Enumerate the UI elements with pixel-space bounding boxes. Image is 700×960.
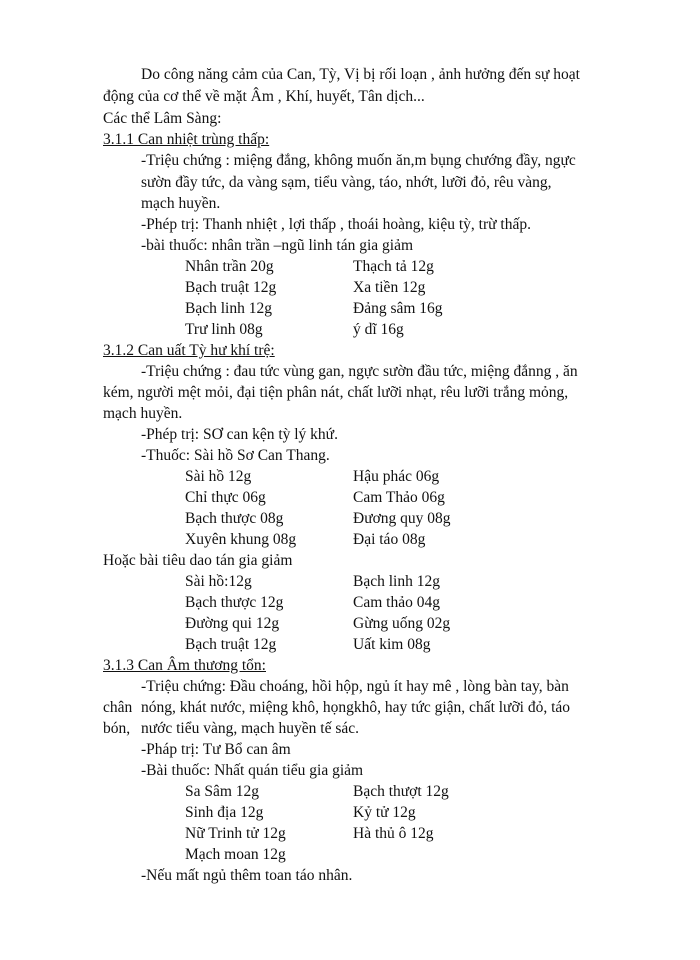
herb-item: Trư linh 08g [185, 321, 263, 338]
section-heading-3-1-1: 3.1.1 Can nhiệt trùng thấp: [103, 131, 270, 148]
symptoms-line: -Triệu chứng : đau tức vùng gan, ngực sườn đầu tức, miệng đắnng , ăn [141, 363, 578, 380]
herb-item: Bạch truật 12g [185, 636, 277, 653]
herb-item: Đương quy 08g [353, 510, 451, 527]
symptoms-line: -Triệu chứng : miệng đắng, không muốn ăn,m bụng chướng đầy, ngực [141, 152, 576, 169]
remedy-title: -Bài thuốc: Nhất quán tiểu gia giảm [141, 762, 364, 779]
herb-item: Mạch moan 12g [185, 846, 286, 863]
herb-item: Bạch truật 12g [185, 279, 277, 296]
herb-item: Uất kim 08g [353, 636, 431, 653]
treatment-method: -Phép trị: Thanh nhiệt , lợi thấp , thoái hoàng, kiệu tỳ, trừ thấp. [141, 216, 531, 233]
herb-item: Sinh địa 12g [185, 804, 264, 821]
alternative-remedy-title: Hoặc bài tiêu dao tán gia giảm [103, 552, 293, 569]
remedy-title: -bài thuốc: nhân trần –ngũ linh tán gia giảm [141, 237, 414, 254]
symptoms-line: mạch huyền. [141, 195, 221, 212]
symptoms-line: mạch huyền. [103, 405, 183, 422]
herb-item: Xuyên khung 08g [185, 531, 297, 548]
herb-item: Sài hồ:12g [185, 573, 252, 590]
herb-item: Xa tiền 12g [353, 279, 426, 296]
herb-item: Bạch linh 12g [185, 300, 272, 317]
symptoms-line-lead: chân [103, 699, 133, 716]
herb-item: Bạch linh 12g [353, 573, 440, 590]
symptoms-line: sườn đầy tức, da vàng sạm, tiểu vàng, táo, nhớt, lưỡi đỏ, rêu vàng, [141, 174, 552, 191]
herb-item: Đại táo 08g [353, 531, 426, 548]
intro-line-2: động của cơ thể về mặt Âm , Khí, huyết, Tân dịch... [103, 88, 425, 105]
herb-item: Bạch thược 12g [185, 594, 284, 611]
treatment-method: -Pháp trị: Tư Bổ can âm [141, 741, 291, 758]
symptoms-line: nước tiểu vàng, mạch huyền tế sác. [141, 720, 360, 737]
note-line: -Nếu mất ngủ thêm toan táo nhân. [141, 867, 353, 884]
herb-item: ý dĩ 16g [353, 321, 404, 338]
section-heading-3-1-3: 3.1.3 Can Âm thương tổn: [103, 657, 266, 674]
herb-item: Nữ Trinh tử 12g [185, 825, 286, 842]
intro-line-1: Do công năng cảm của Can, Tỳ, Vị bị rối loạn , ảnh hưởng đến sự hoạt [141, 66, 580, 83]
section-heading-3-1-2: 3.1.2 Can uất Tỳ hư khí trệ: [103, 342, 275, 359]
herb-item: Đường qui 12g [185, 615, 280, 632]
herb-item: Bạch thược 08g [185, 510, 284, 527]
herb-item: Thạch tả 12g [353, 258, 434, 275]
herb-item: Chỉ thực 06g [185, 489, 266, 506]
herb-item: Hà thủ ô 12g [353, 825, 434, 842]
symptoms-line: kém, người mệt mỏi, đại tiện phân nát, chất lưỡi nhạt, rêu lưỡi trắng mỏng, [103, 384, 569, 401]
herb-item: Hậu phác 06g [353, 468, 440, 485]
herb-item: Gừng uống 02g [353, 615, 451, 632]
herb-item: Sa Sâm 12g [185, 783, 260, 800]
symptoms-line: -Triệu chứng: Đầu choáng, hồi hộp, ngủ ít hay mê , lòng bàn tay, bàn [141, 678, 569, 695]
intro-line-3: Các thể Lâm Sàng: [103, 110, 222, 127]
symptoms-line: nóng, khát nước, miệng khô, họngkhô, hay tức giận, chất lưỡi đỏ, táo [141, 699, 571, 716]
treatment-method: -Phép trị: SƠ can kện tỳ lý khứ. [141, 426, 338, 443]
herb-item: Cam Thảo 06g [353, 489, 445, 506]
herb-item: Đảng sâm 16g [353, 300, 443, 317]
remedy-title: -Thuốc: Sài hồ Sơ Can Thang. [141, 447, 330, 464]
herb-item: Nhân trần 20g [185, 258, 274, 275]
herb-item: Bạch thượt 12g [353, 783, 449, 800]
herb-item: Cam thảo 04g [353, 594, 440, 611]
symptoms-line-lead: bón, [103, 720, 131, 737]
herb-item: Kỷ tử 12g [353, 804, 416, 821]
herb-item: Sài hồ 12g [185, 468, 252, 485]
